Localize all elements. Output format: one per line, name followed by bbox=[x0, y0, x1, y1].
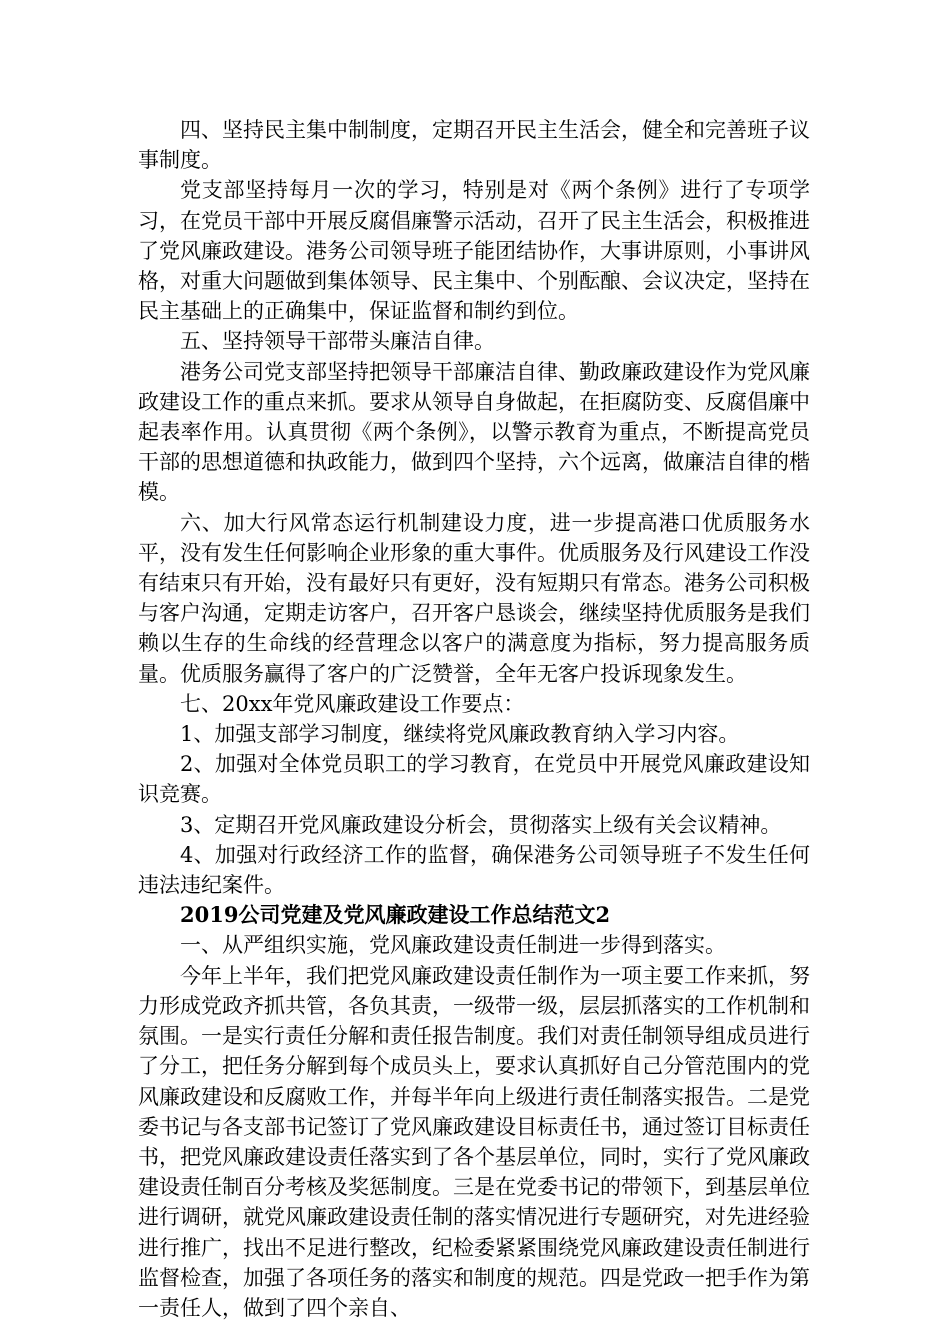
paragraph-service-style: 六、加大行风常态运行机制建设力度，进一步提高港口优质服务水平，没有发生任何影响企业形象的重大事件。优质服务及行风建设工作没有结束只有开始，没有最好只有更好，没有短期只有常态。港务公司积极与客户沟通，定期走访客户，召开客户恳谈会，继续坚持优质服务是我们赖以生存的生命线的经营理念以客户的满意度为指标，努力提高服务质量。优质服务赢得了客户的广泛赞誉，全年无客户投诉现象发生。 bbox=[138, 510, 810, 686]
paragraph-leadership-integrity-heading: 五、坚持领导干部带头廉洁自律。 bbox=[180, 329, 495, 354]
paragraph-point-3: 3、定期召开党风廉政建设分析会，贯彻落实上级有关会议精神。 bbox=[180, 812, 782, 837]
paragraph-responsibility-system: 今年上半年，我们把党风廉政建设责任制作为一项主要工作来抓，努力形成党政齐抓共管，各负其责，一级带一级，层层抓落实的工作机制和氛围。一是实行责任分解和责任报告制度。我们对责任制领导组成员进行了分工，把任务分解到每个成员头上，要求认真抓好自己分管范围内的党风廉政建设和反腐败工作，并每半年向上级进行责任制落实报告。二是党委书记与各支部书记签订了党风廉政建设目标责任书，通过签订目标责任书，把党风廉政建设责任落实到了各个基层单位，同时，实行了党风廉政建设责任制百分考核及奖惩制度。三是在党委书记的带领下，到基层单位进行调研，就党风廉政建设责任制的落实情况进行专题研究，对先进经验进行推广，找出不足进行整改，纪检委紧紧围绕党风廉政建设责任制进行监督检查，加强了各项任务的落实和制度的规范。四是党政一把手作为第一责任人，做到了四个亲自、 bbox=[138, 963, 810, 1320]
paragraph-party-study: 党支部坚持每月一次的学习，特别是对《两个条例》进行了专项学习，在党员干部中开展反腐倡廉警示活动，召开了民主生活会，积极推进了党风廉政建设。港务公司领导班子能团结协作，大事讲原则，小事讲风格，对重大问题做到集体领导、民主集中、个别酝酿、会议决定，坚持在民主基础上的正确集中，保证监督和制约到位。 bbox=[138, 178, 810, 324]
section-heading: 2019公司党建及党风廉政建设工作总结范文2 bbox=[180, 902, 611, 928]
paragraph-strict-organization: 一、从严组织实施，党风廉政建设责任制进一步得到落实。 bbox=[180, 933, 726, 958]
paragraph-point-2: 2、加强对全体党员职工的学习教育，在党员中开展党风廉政建设知识竞赛。 bbox=[138, 752, 810, 807]
paragraph-work-points-heading: 七、20xx年党风廉政建设工作要点： bbox=[180, 691, 525, 716]
paragraph-point-4: 4、加强对行政经济工作的监督，确保港务公司领导班子不发生任何违法违纪案件。 bbox=[138, 842, 810, 898]
document-page bbox=[138, 115, 810, 1323]
paragraph-democratic-centralism: 四、坚持民主集中制制度，定期召开民主生活会，健全和完善班子议事制度。 bbox=[138, 118, 810, 173]
paragraph-point-1: 1、加强支部学习制度，继续将党风廉政教育纳入学习内容。 bbox=[180, 722, 740, 747]
paragraph-leadership-integrity: 港务公司党支部坚持把领导干部廉洁自律、勤政廉政建设作为党风廉政建设工作的重点来抓。要求从领导自身做起，在拒腐防变、反腐倡廉中起表率作用。认真贯彻《两个条例》，以警示教育为重点，不断提高党员干部的思想道德和执政能力，做到四个坚持，六个远离，做廉洁自律的楷模。 bbox=[138, 359, 810, 505]
